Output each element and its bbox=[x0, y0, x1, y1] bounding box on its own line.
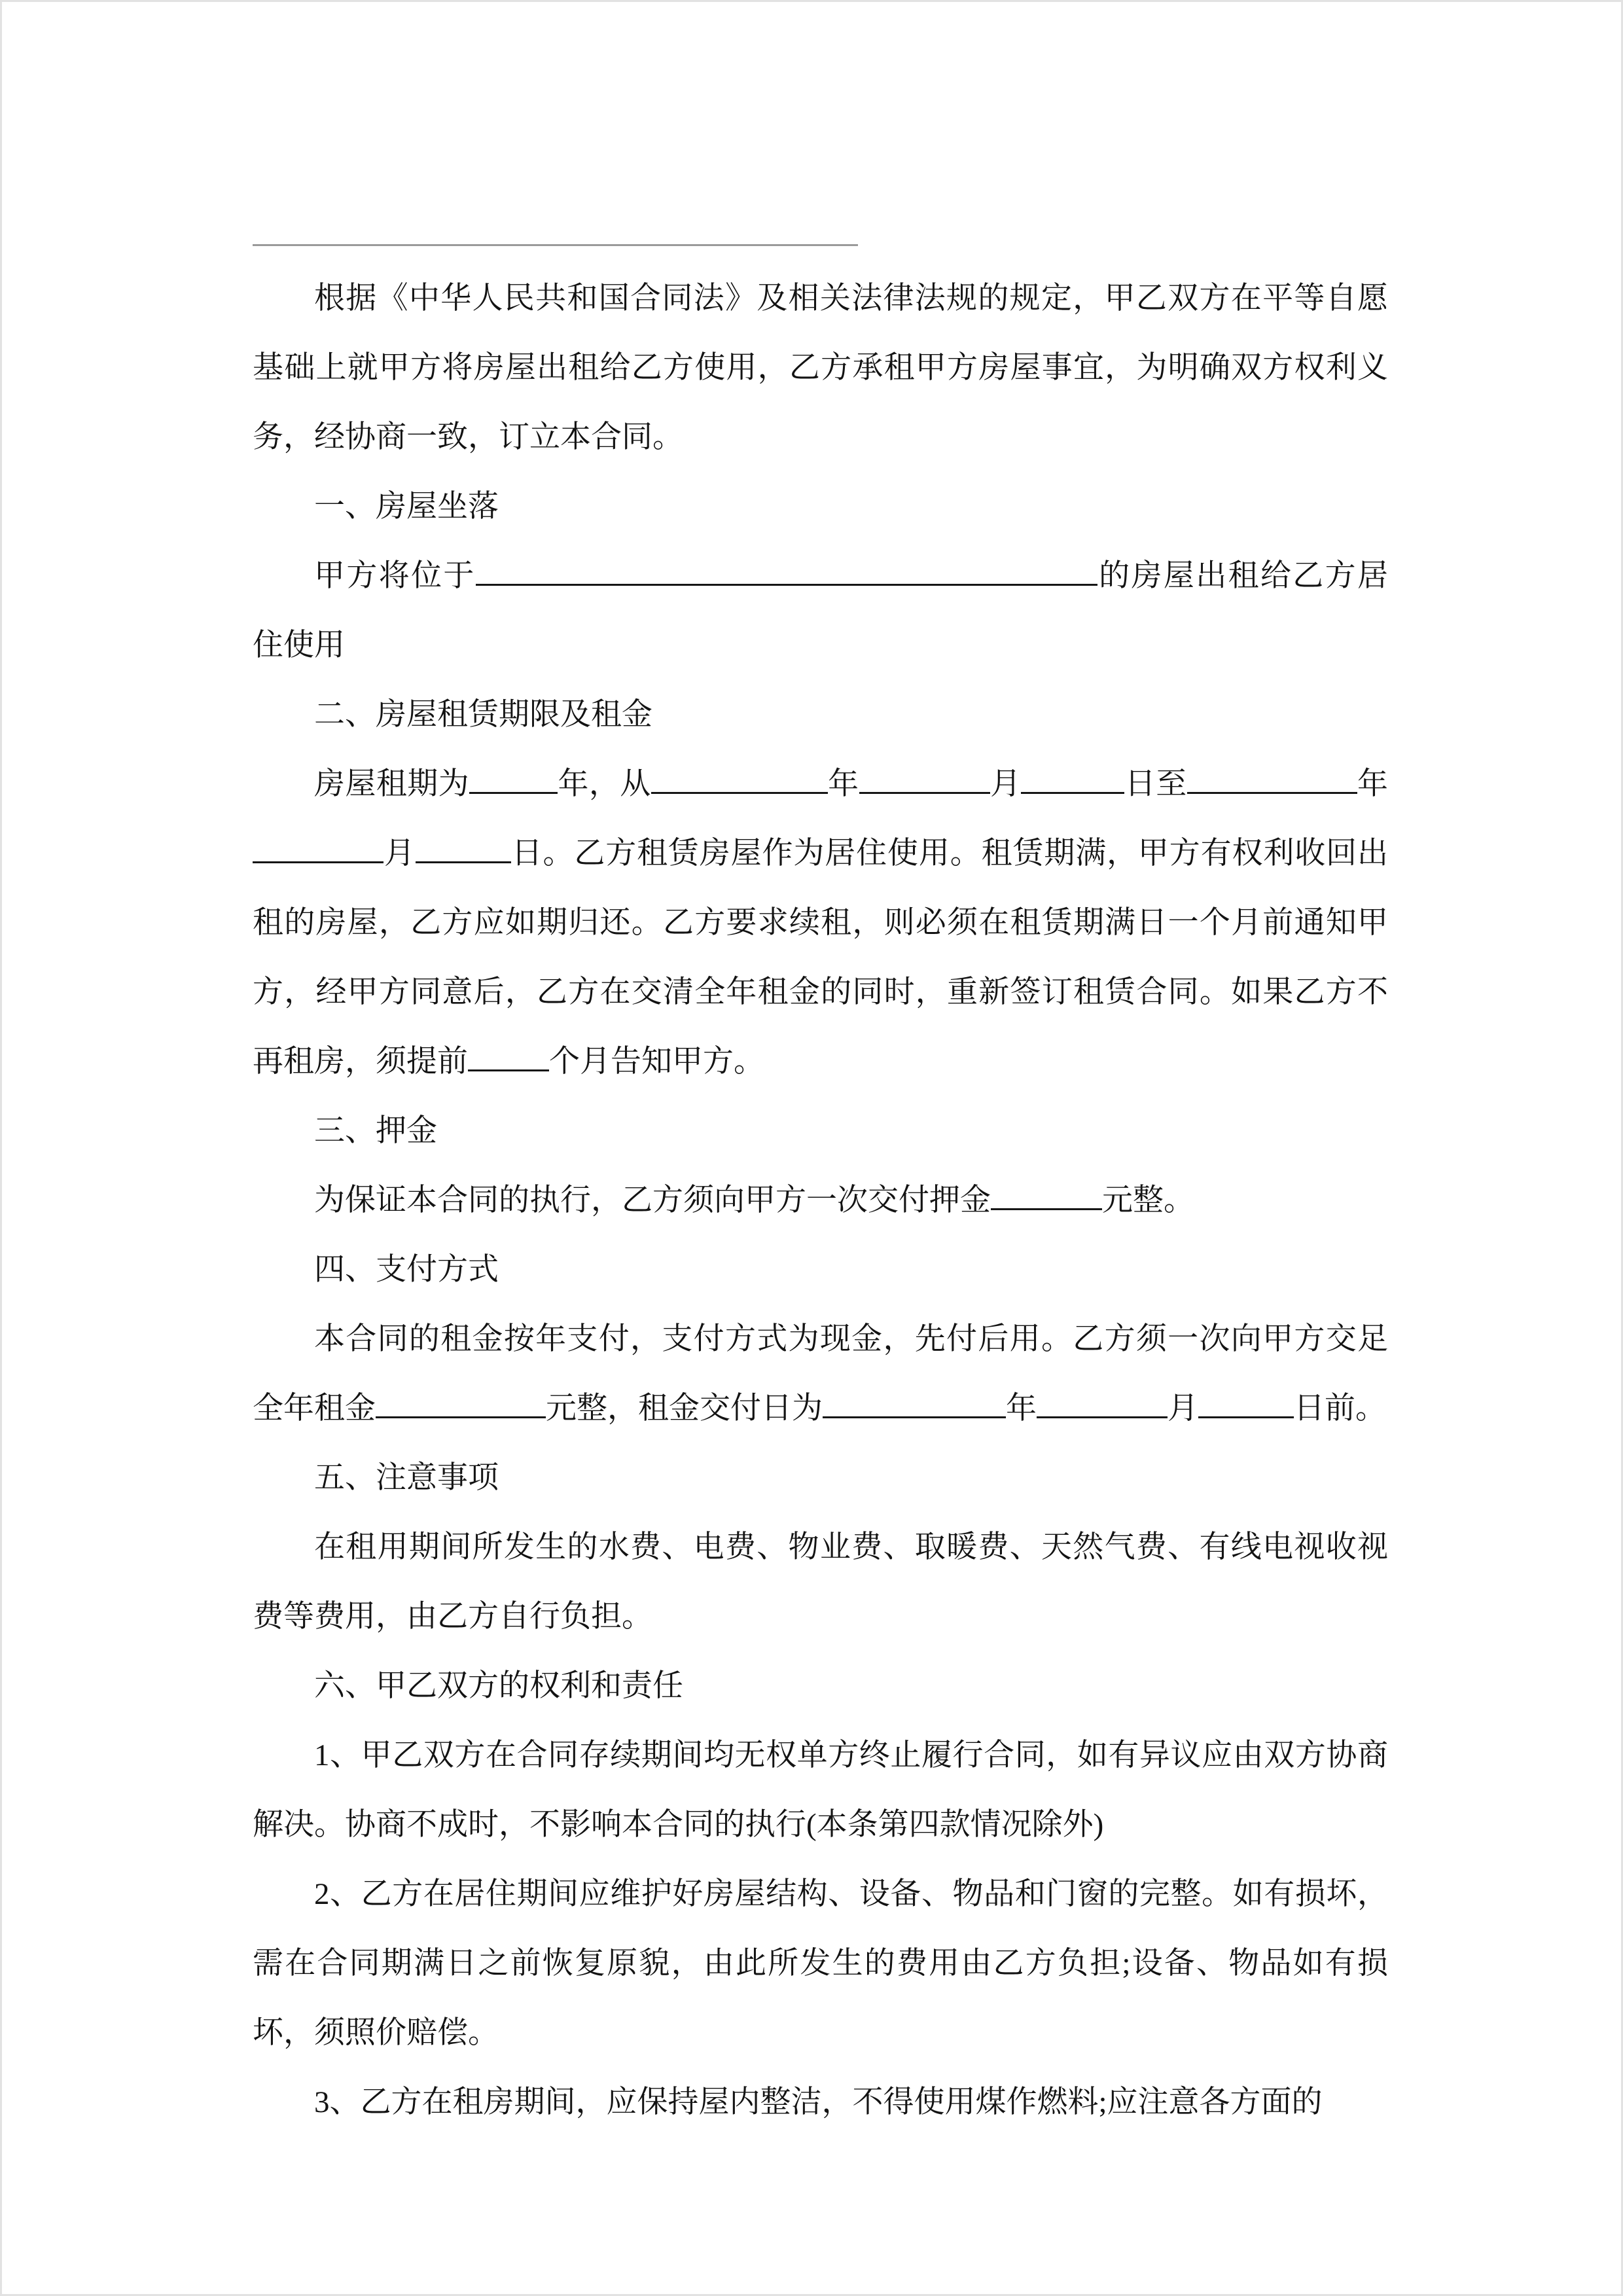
paragraph bbox=[253, 1166, 1388, 1235]
text-run: 日前。 bbox=[1294, 1391, 1386, 1426]
paragraph bbox=[253, 1721, 1388, 1859]
text-run: 2、乙方在居住期间应维护好房屋结构、设备、物品和门窗的完整。如有损坏，需在合同期满日之前恢复原貌，由此所发生的费用由乙方负担;设备、物品如有损坏，须照价赔偿。 bbox=[253, 1877, 1388, 2050]
paragraph bbox=[253, 1859, 1388, 2068]
blank-fill-field bbox=[1187, 764, 1357, 794]
blank-fill-field bbox=[859, 764, 990, 794]
blank-fill-field bbox=[416, 834, 511, 863]
blank-fill-field bbox=[468, 1042, 549, 1071]
text-run: 年，从 bbox=[558, 767, 651, 801]
paragraph bbox=[253, 749, 1388, 1096]
text-run: 五、注意事项 bbox=[314, 1461, 499, 1495]
section-heading bbox=[253, 680, 1388, 749]
paragraph bbox=[253, 541, 1388, 680]
blank-fill-field bbox=[823, 1389, 1006, 1418]
blank-fill-field bbox=[1198, 1389, 1294, 1418]
text-run: 元整，租金交付日为 bbox=[546, 1391, 823, 1426]
text-run: 日。乙方租赁房屋作为居住使用。租赁期满，甲方有权利收回出租的房屋，乙方应如期归还。乙方要求续租，则必须在租赁期满日一个月前通知甲方，经甲方同意后，乙方在交清全年租金的同时，重新签订租赁合同。如果乙方不再租房，须提前 bbox=[253, 836, 1388, 1079]
paragraph bbox=[253, 264, 1388, 472]
top-horizontal-rule bbox=[253, 244, 858, 246]
section-heading bbox=[253, 1651, 1388, 1721]
section-heading bbox=[253, 1443, 1388, 1513]
text-run: 本合同的租金按年支付，支付方式为现金，先付后用。乙方须一次向甲方交足全年租金 bbox=[253, 1322, 1388, 1426]
section-heading bbox=[253, 1096, 1388, 1166]
text-run: 房屋租期为 bbox=[314, 767, 470, 801]
paragraph bbox=[253, 1513, 1388, 1651]
text-run: 月 bbox=[1168, 1391, 1198, 1426]
text-run: 日至 bbox=[1124, 767, 1187, 801]
blank-fill-field bbox=[991, 1181, 1102, 1210]
blank-fill-field bbox=[1021, 764, 1124, 794]
text-run: 月 bbox=[383, 836, 416, 870]
paragraph bbox=[253, 1304, 1388, 1443]
section-heading bbox=[253, 1235, 1388, 1304]
text-run: 四、支付方式 bbox=[314, 1253, 499, 1287]
text-run: 甲方将位于 bbox=[314, 559, 476, 593]
text-run: 在租用期间所发生的水费、电费、物业费、取暖费、天然气费、有线电视收视费等费用，由乙方自行负担。 bbox=[253, 1530, 1388, 1634]
text-run: 月 bbox=[990, 767, 1022, 801]
blank-fill-field bbox=[476, 556, 1097, 586]
text-run: 年 bbox=[827, 767, 859, 801]
blank-fill-field bbox=[253, 834, 383, 863]
blank-fill-field bbox=[376, 1389, 546, 1418]
text-run: 为保证本合同的执行，乙方须向甲方一次交付押金 bbox=[314, 1183, 991, 1217]
text-run: 年 bbox=[1357, 767, 1389, 801]
text-run: 二、房屋租赁期限及租金 bbox=[314, 698, 652, 732]
text-run: 一、房屋坐落 bbox=[314, 490, 499, 524]
text-run: 年 bbox=[1006, 1391, 1037, 1426]
section-heading bbox=[253, 472, 1388, 541]
blank-fill-field bbox=[651, 764, 828, 794]
text-run: 三、押金 bbox=[314, 1114, 437, 1148]
document-body bbox=[253, 264, 1388, 2137]
blank-fill-field bbox=[1037, 1389, 1168, 1418]
text-run: 的房屋出租给乙方居住使用 bbox=[253, 559, 1389, 662]
paragraph bbox=[253, 2068, 1388, 2137]
blank-fill-field bbox=[469, 764, 558, 794]
text-run: 个月告知甲方。 bbox=[549, 1045, 764, 1079]
text-run: 六、甲乙双方的权利和责任 bbox=[314, 1669, 683, 1703]
text-run: 3、乙方在租房期间，应保持屋内整洁，不得使用煤作燃料;应注意各方面的 bbox=[314, 2085, 1323, 2119]
text-run: 元整。 bbox=[1102, 1183, 1194, 1217]
text-run: 根据《中华人民共和国合同法》及相关法律法规的规定，甲乙双方在平等自愿基础上就甲方将房屋出租给乙方使用，乙方承租甲方房屋事宜，为明确双方权利义务，经协商一致，订立本合同。 bbox=[253, 281, 1388, 454]
text-run: 1、甲乙双方在合同存续期间均无权单方终止履行合同，如有异议应由双方协商解决。协商不成时，不影响本合同的执行(本条第四款情况除外) bbox=[253, 1738, 1388, 1842]
